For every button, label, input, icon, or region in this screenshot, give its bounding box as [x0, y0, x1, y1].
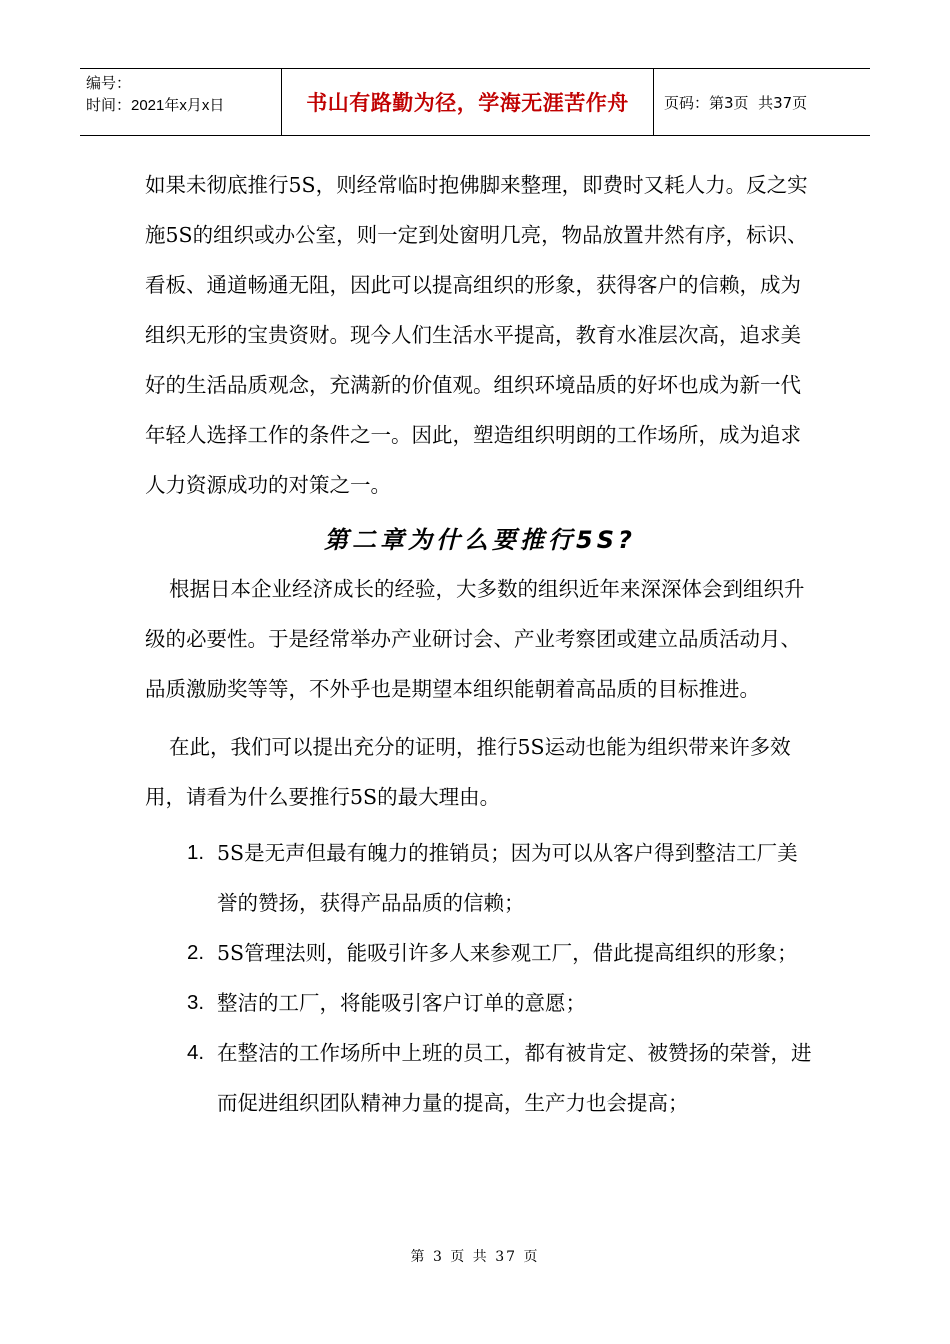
reasons-list [145, 828, 815, 1128]
document-time-label: 时间：2021年x月x日 [86, 97, 225, 114]
body-paragraph: 如果未彻底推行5S，则经常临时抱佛脚来整理，即费时又耗人力。反之实施5S的组织或办公室，则一定到处窗明几亮，物品放置井然有序，标识、看板、通道畅通无阻，因此可以提高组织的形象，获得客户的信赖，成为组织无形的宝贵资财。现今人们生活水平提高，教育水准层次高，追求美好的生活品质观念，充满新的价值观。组织环境品质的好坏也成为新一代年轻人选择工作的条件之一。因此，塑造组织明朗的工作场所，成为追求人力资源成功的对策之一。 [145, 173, 808, 497]
list-item-number: 1. [187, 841, 205, 864]
list-item-number: 3. [187, 991, 205, 1014]
list-item [145, 1028, 815, 1128]
list-item [145, 828, 815, 928]
list-item-text: 5S管理法则，能吸引许多人来参观工厂，借此提高组织的形象； [217, 941, 798, 965]
header-page-info-cell [654, 69, 870, 135]
chapter-paragraph: 根据日本企业经济成长的经验，大多数的组织近年来深深体会到组织升级的必要性。于是经常举办产业研讨会、产业考察团或建立品质活动月、品质激励奖等等，不外乎也是期望本组织能朝着高品质的目标推进。 [145, 577, 805, 701]
header-motto-cell [282, 69, 654, 135]
list-item-text: 5S是无声但最有魄力的推销员；因为可以从客户得到整洁工厂美誉的赞扬，获得产品品质的信赖； [217, 841, 798, 915]
page-footer: 第 3 页 共 37 页 [410, 1249, 540, 1265]
chapter-paragraph: 在此，我们可以提出充分的证明，推行5S运动也能为组织带来许多效用，请看为什么要推行5S的最大理由。 [145, 735, 791, 809]
list-item-number: 4. [187, 1041, 205, 1064]
list-item-text: 整洁的工厂，将能吸引客户订单的意愿； [217, 991, 586, 1015]
chapter-title: 第二章为什么要推行5S? [324, 526, 636, 554]
header-meta [80, 69, 282, 135]
list-item-number: 2. [187, 941, 205, 964]
list-item [145, 978, 815, 1028]
list-item [145, 928, 815, 978]
document-number-label: 编号： [86, 75, 132, 92]
document-body [145, 160, 815, 1128]
page-header [80, 68, 870, 136]
header-motto: 书山有路勤为径，学海无涯苦作舟 [306, 91, 629, 115]
header-page-info: 页码：第3页 共37页 [664, 93, 808, 112]
list-item-text: 在整洁的工作场所中上班的员工，都有被肯定、被赞扬的荣誉，进而促进组织团队精神力量的提高，生产力也会提高； [217, 1041, 812, 1115]
